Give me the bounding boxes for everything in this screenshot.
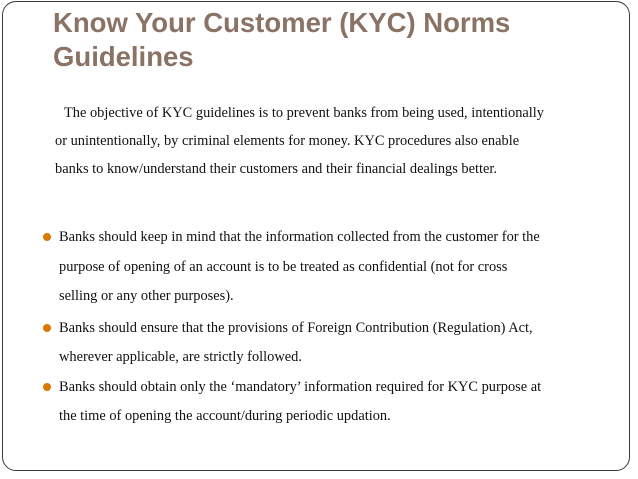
intro-line-2: or unintentionally, by criminal elements for money. KYC procedures also enable [55,133,520,149]
bullet-2-line-1: Banks should ensure that the provisions of Foreign Contribution (Regulation) Act, [59,320,533,336]
slide-title-line-2: Guidelines [53,41,194,72]
bullet-dot-icon [43,324,51,332]
bullet-dot-icon [43,233,51,241]
slide-title-line-1: Know Your Customer (KYC) Norms [53,7,511,38]
slide-title [53,6,613,74]
bullet-1-line-3: selling or any other purposes). [59,288,234,304]
bullet-dot-icon [43,383,51,391]
bullet-2-line-2: wherever applicable, are strictly followed. [59,349,302,365]
bullet-3-line-1: Banks should obtain only the ‘mandatory’ information required for KYC purpose at [59,379,542,395]
intro-line-1: The objective of KYC guidelines is to prevent banks from being used, intentionally [64,105,544,121]
bullet-3-line-2: the time of opening the account/during periodic updation. [59,408,391,424]
intro-line-3: banks to know/understand their customers and their financial dealings better. [55,161,497,177]
bullet-1-line-1: Banks should keep in mind that the information collected from the customer for the [59,229,540,245]
bullet-1-line-2: purpose of opening of an account is to be treated as confidential (not for cross [59,259,508,275]
